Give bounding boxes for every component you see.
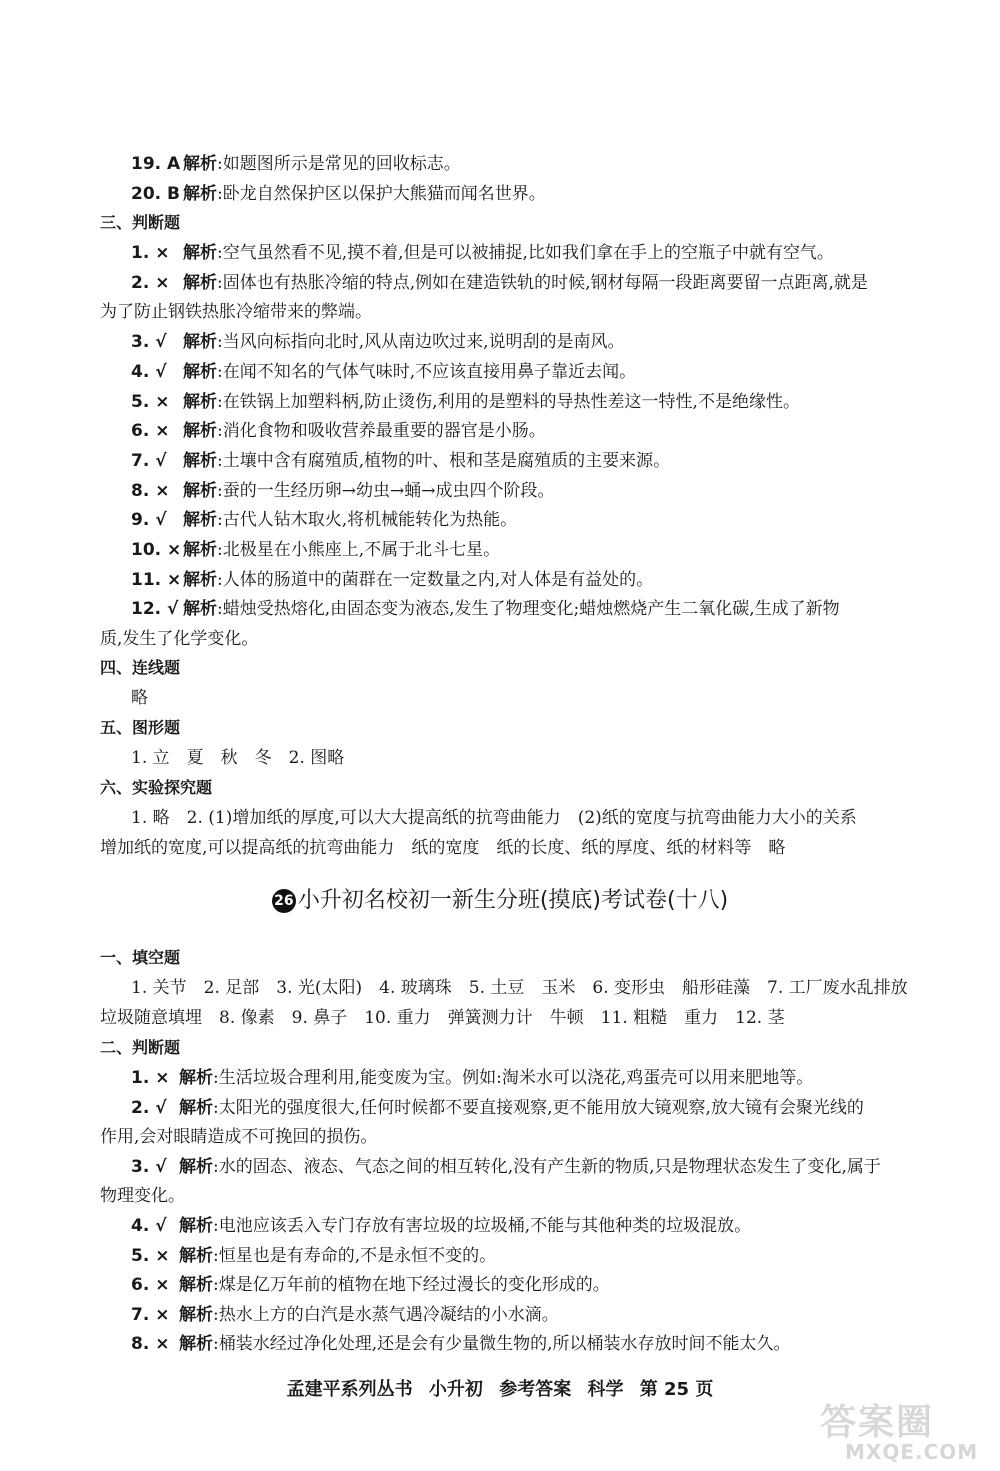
exam-title [0,886,1000,916]
item-number: 20. B [131,184,180,204]
item-number: 5. × [131,1245,170,1266]
section-answer-line: 增加纸的宽度,可以提高纸的抗弯曲能力 纸的宽度 纸的长度、纸的厚度、纸的材料等 略 [100,838,786,858]
section-heading: 二、判断题 [100,1038,181,1057]
item-number: 10. × [131,540,182,560]
analysis-label: 解析 [183,569,217,590]
analysis-text: :水的固态、液态、气态之间的相互转化,没有产生新的物质,只是物理状态发生了变化,属于 [213,1156,881,1177]
analysis-text: :蚕的一生经历卵→幼虫→蛹→成虫四个阶段。 [217,480,555,501]
analysis-label: 解析 [183,510,217,531]
item-number: 8. × [131,480,170,501]
item-number: 1. × [131,1068,170,1088]
answer-item [131,1066,813,1090]
answer-item [131,1303,559,1327]
analysis-label: 解析 [183,272,217,293]
section-answer: 略 [131,688,148,708]
section-heading: 四、连线题 [100,658,181,677]
item-number: 5. × [131,391,170,412]
section-answer-line: 1. 略 2. (1)增加纸的厚度,可以大大提高纸的抗弯曲能力 (2)纸的宽度与抗弯曲能力大小的关系 [131,808,857,828]
analysis-label: 解析 [183,480,217,501]
section-heading: 一、填空题 [100,948,181,967]
analysis-text: :卧龙自然保护区以保护大熊猫而闻名世界。 [217,184,546,204]
answer-item [131,360,636,384]
footer-kind: 参考答案 [499,1379,572,1400]
analysis-label: 解析 [183,184,217,204]
section-heading: 三、判断题 [100,213,181,232]
analysis-text-continued: 质,发生了化学变化。 [100,629,259,650]
item-number: 3. √ [131,1156,167,1177]
analysis-label: 解析 [179,1304,213,1325]
analysis-text: :煤是亿万年前的植物在地下经过漫长的变化形成的。 [213,1275,610,1296]
analysis-label: 解析 [179,1068,213,1088]
answer-item [131,419,546,443]
answer-item [131,1096,864,1120]
analysis-label: 解析 [183,450,217,471]
analysis-label: 解析 [179,1275,213,1296]
analysis-text-continued: 作用,会对眼睛造成不可挽回的损伤。 [100,1127,378,1148]
analysis-text: :热水上方的白汽是水蒸气遇冷凝结的小水滴。 [213,1304,559,1325]
answer-item-20 [131,182,546,206]
analysis-text: :土壤中含有腐殖质,植物的叶、根和茎是腐殖质的主要来源。 [217,450,671,471]
item-number: 1. × [131,243,170,263]
analysis-text: :太阳光的强度很大,任何时候都不要直接观察,更不能用放大镜观察,放大镜有会聚光线的 [213,1097,864,1118]
answer-item [131,1155,881,1179]
analysis-text: :在闻不知名的气体气味时,不应该直接用鼻子靠近去闻。 [217,361,637,382]
analysis-text: :人体的肠道中的菌群在一定数量之内,对人体是有益处的。 [217,569,654,590]
analysis-text: :桶装水经过净化处理,还是会有少量微生物的,所以桶装水存放时间不能太久。 [213,1334,791,1355]
answer-item [131,330,625,354]
answer-item [131,1273,610,1297]
analysis-label: 解析 [183,599,217,620]
analysis-label: 解析 [179,1334,213,1355]
answer-item [131,1244,496,1268]
exam-title-text: 小升初名校初一新生分班(摸底)考试卷(十八) [297,888,729,913]
footer-series: 孟建平系列丛书 [286,1379,413,1400]
item-number: 7. √ [131,450,167,471]
answer-item [131,271,868,295]
answer-item [131,597,840,621]
item-number: 11. × [131,569,182,590]
answer-item [131,241,834,265]
analysis-text-continued: 为了防止钢铁热胀冷缩带来的弊端。 [100,302,372,323]
answer-item [131,479,554,503]
answer-item-19 [131,152,461,176]
analysis-text: :蜡烛受热熔化,由固态变为液态,发生了物理变化;蜡烛燃烧产生二氧化碳,生成了新物 [217,599,840,620]
item-number: 7. × [131,1304,170,1325]
analysis-label: 解析 [183,421,217,442]
analysis-text: :北极星在小熊座上,不属于北斗七星。 [217,540,501,560]
analysis-text: :古代人钻木取火,将机械能转化为热能。 [217,510,518,531]
fill-answer-line: 1. 关节 2. 足部 3. 光(太阳) 4. 玻璃珠 5. 土豆 玉米 6. 变形虫 船形硅藻 7. 工厂废水乱排放 [131,978,908,998]
answer-item [131,508,517,532]
analysis-label: 解析 [183,391,217,412]
analysis-text: :当风向标指向北时,风从南边吹过来,说明刮的是南风。 [217,332,625,353]
item-number: 6. × [131,1275,170,1296]
exam-number-badge: 26 [272,889,296,913]
section-answer: 1. 立 夏 秋 冬 2. 图略 [131,748,345,768]
analysis-label: 解析 [179,1156,213,1177]
analysis-text: :空气虽然看不见,摸不着,但是可以被捕捉,比如我们拿在手上的空瓶子中就有空气。 [217,243,834,263]
item-number: 3. √ [131,332,167,353]
footer-level: 小升初 [428,1379,483,1400]
analysis-label: 解析 [183,154,217,174]
answer-item [131,568,653,592]
answer-item [131,390,800,414]
answer-item [131,449,670,473]
analysis-label: 解析 [183,243,217,263]
item-number: 8. × [131,1334,170,1355]
analysis-text: :如题图所示是常见的回收标志。 [217,154,461,174]
analysis-label: 解析 [179,1097,213,1118]
analysis-label: 解析 [183,332,217,353]
item-number: 4. √ [131,361,167,382]
analysis-label: 解析 [183,540,217,560]
section-heading: 五、图形题 [100,718,181,737]
analysis-label: 解析 [183,361,217,382]
analysis-text-continued: 物理变化。 [100,1186,185,1207]
answer-item [131,1214,751,1238]
item-number: 9. √ [131,510,167,531]
watermark-logo: 答案圈 [820,1402,935,1443]
analysis-text: :电池应该丢入专门存放有害垃圾的垃圾桶,不能与其他种类的垃圾混放。 [213,1216,752,1236]
analysis-text: :恒星也是有寿命的,不是永恒不变的。 [213,1245,497,1266]
item-number: 2. √ [131,1097,167,1118]
item-number: 12. √ [131,599,179,620]
watermark-site: MXQE.COM [845,1440,979,1464]
item-number: 2. × [131,272,170,293]
analysis-text: :固体也有热胀冷缩的特点,例如在建造铁轨的时候,钢材每隔一段距离要留一点距离,就是 [217,272,868,293]
analysis-text: :消化食物和吸收营养最重要的器官是小肠。 [217,421,546,442]
analysis-label: 解析 [179,1245,213,1266]
analysis-label: 解析 [179,1216,213,1236]
item-number: 6. × [131,421,170,442]
item-number: 4. √ [131,1216,167,1236]
footer-page-number: 第 25 页 [639,1379,714,1400]
footer-subject: 科学 [587,1379,624,1400]
section-heading: 六、实验探究题 [100,778,213,797]
analysis-text: :生活垃圾合理利用,能变废为宝。例如:淘米水可以浇花,鸡蛋壳可以用来肥地等。 [213,1068,814,1088]
answer-item [131,538,500,562]
fill-answer-line: 垃圾随意填埋 8. 像素 9. 鼻子 10. 重力 弹簧测力计 牛顿 11. 粗糙 重力 12. 茎 [100,1008,785,1028]
analysis-text: :在铁锅上加塑料柄,防止烫伤,利用的是塑料的导热性差这一特性,不是绝缘性。 [217,391,800,412]
answer-item [131,1332,791,1356]
item-number: 19. A [131,154,181,174]
